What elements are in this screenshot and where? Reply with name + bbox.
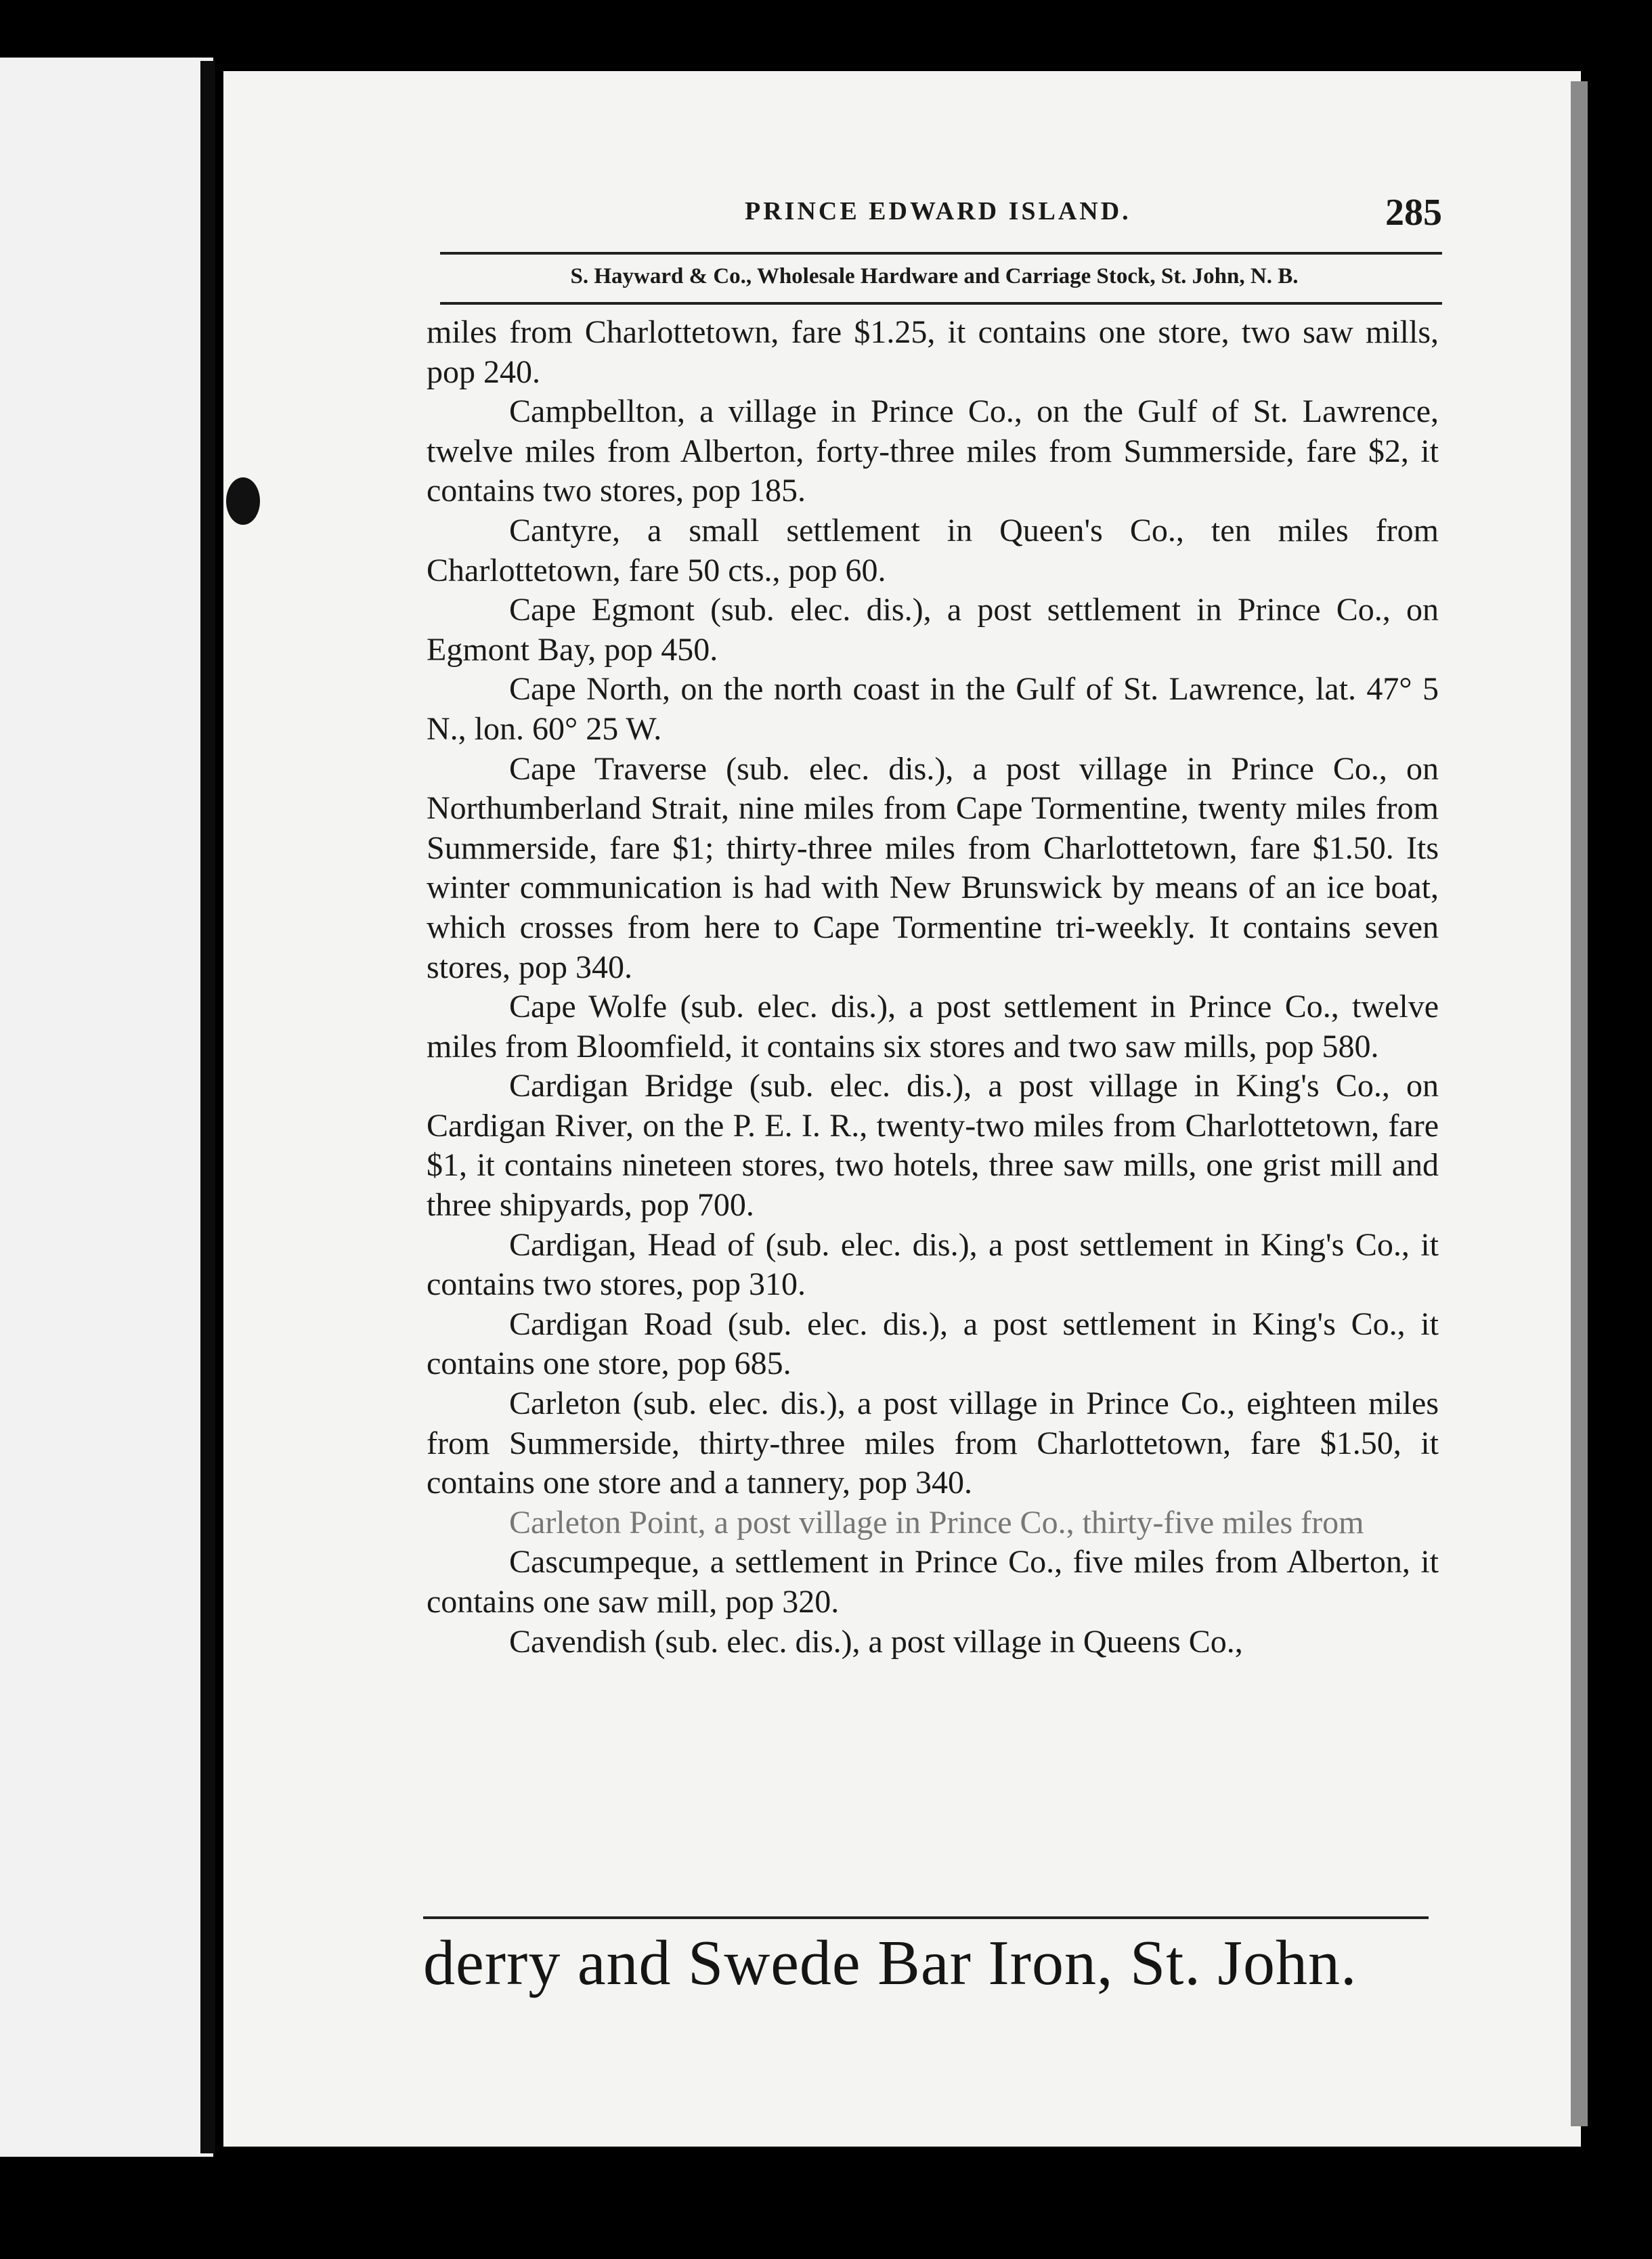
entry-carleton: Carleton (sub. elec. dis.), a post village in Prince Co., eighteen miles from Summerside, thirty-three miles from Charlottetown, fare $1.50, it contains one store and a tannery, pop 340. <box>427 1385 1439 1501</box>
entry-cape-egmont: Cape Egmont (sub. elec. dis.), a post settlement in Prince Co., on Egmont Bay, pop 450. <box>427 592 1439 668</box>
entry-cardigan-head: Cardigan, Head of (sub. elec. dis.), a post settlement in King's Co., it contains two stores, pop 310. <box>427 1226 1439 1303</box>
advert-top: S. Hayward & Co., Wholesale Hardware and Carriage Stock, St. John, N. B. <box>570 264 1299 288</box>
entry-cavendish: Cavendish (sub. elec. dis.), a post village in Queens Co., <box>509 1623 1243 1660</box>
directory-entries <box>427 313 1439 1662</box>
header-rule <box>440 252 1442 255</box>
running-title: PRINCE EDWARD ISLAND. <box>745 197 1131 225</box>
book-spine <box>200 61 215 2153</box>
binding-hole <box>226 477 260 525</box>
facing-page <box>0 58 213 2157</box>
entry-cardigan-road: Cardigan Road (sub. elec. dis.), a post settlement in King's Co., it contains one store, pop 685. <box>427 1306 1439 1382</box>
footer-rule <box>423 1916 1429 1919</box>
entry-continuation: miles from Charlottetown, fare $1.25, it contains one store, two saw mills, pop 240. <box>427 314 1439 390</box>
entry-campbellton: Campbellton, a village in Prince Co., on the Gulf of St. Lawrence, twelve miles from Alberton, forty-three miles from Summerside, fare $2, it contains two stores, pop 185. <box>427 393 1439 509</box>
entry-cantyre: Cantyre, a small settlement in Queen's Co., ten miles from Charlottetown, fare 50 cts., pop 60. <box>427 512 1439 588</box>
entry-cardigan-bridge: Cardigan Bridge (sub. elec. dis.), a post village in King's Co., on Cardigan River, on the P. E. I. R., twenty-two miles from Charlottetown, fare $1, it contains nineteen stores, two hotels, three saw mills, one grist mill and three shipyards, pop 700. <box>427 1068 1439 1224</box>
entry-cape-north: Cape North, on the north coast in the Gulf of St. Lawrence, lat. 47° 5 N., lon. 60° 25 W. <box>427 671 1439 747</box>
page-header <box>440 191 1442 245</box>
advert-bottom: derry and Swede Bar Iron, St. John. <box>423 1928 1357 1998</box>
entry-cape-wolfe: Cape Wolfe (sub. elec. dis.), a post settlement in Prince Co., twelve miles from Bloomfield, it contains six stores and two saw mills, pop 580. <box>427 989 1439 1064</box>
page-edge <box>1571 81 1588 2126</box>
advert-top-rule <box>440 302 1442 305</box>
entry-carleton-point: Carleton Point, a post village in Prince Co., thirty-five miles from <box>509 1504 1364 1541</box>
page-number: 285 <box>1385 192 1442 234</box>
entry-cape-traverse: Cape Traverse (sub. elec. dis.), a post village in Prince Co., on Northumberland Strait, nine miles from Cape Tormentine, twenty miles from Summerside, fare $1; thirty-three miles from Charlottetown, fare $1.50. Its winter communication is had with New Brunswick by means of an ice boat, which crosses from here to Cape Tormentine tri-weekly. It contains seven stores, pop 340. <box>427 750 1439 985</box>
entry-cascumpeque: Cascumpeque, a settlement in Prince Co., five miles from Alberton, it contains one saw mill, pop 320. <box>427 1544 1439 1620</box>
